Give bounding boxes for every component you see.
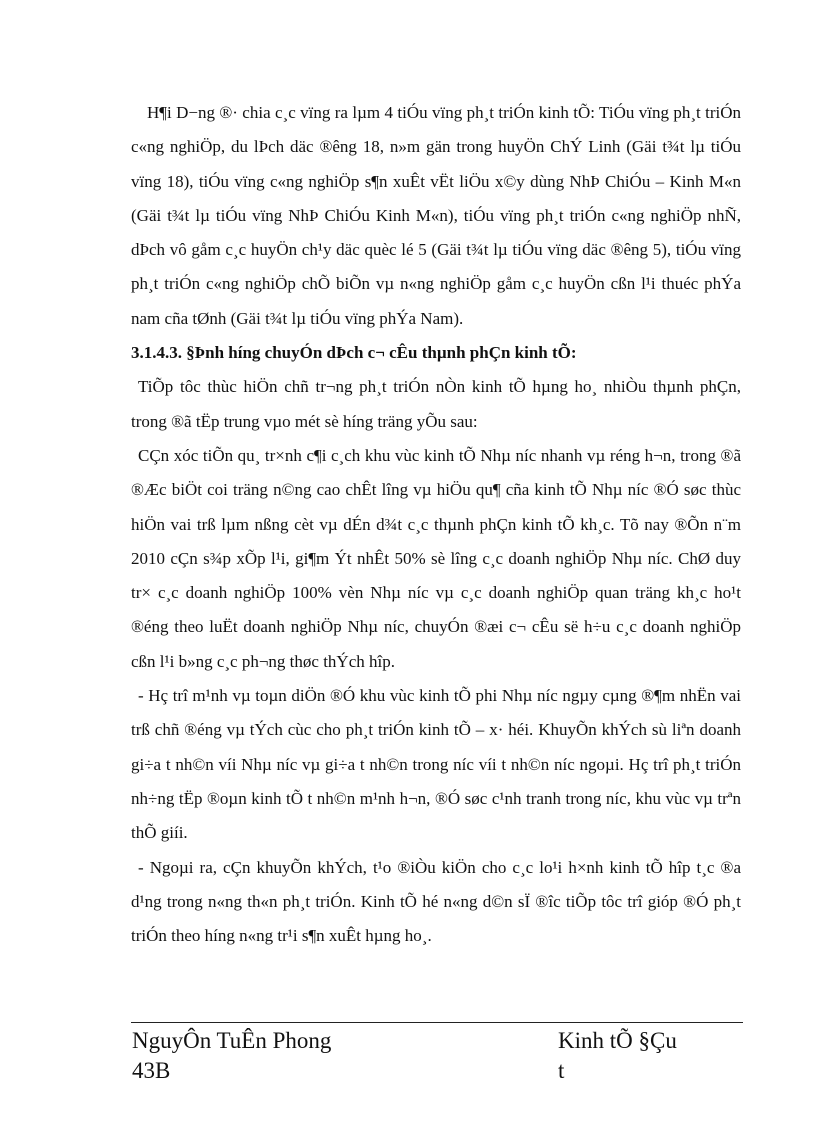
paragraph-state-sector: CÇn xóc tiÕn qu¸ tr×nh c¶i c¸ch khu vùc kinh tÕ Nhµ níc nhanh vµ réng h¬n, trong ®ã ®Æc biÖt coi träng n©ng cao chÊt lîng vµ hiÖu qu¶ cña kinh tÕ Nhµ níc ®Ó søc thùc hiÖn vai trß lµm nßng cèt vµ dÉn d¾t c¸c thµnh phÇn kinh tÕ kh¸c. Tõ nay ®Õn n¨m 2010 cÇn s¾p xÕp l¹i, gi¶m Ýt nhÊt 50% sè lîng c¸c doanh nghiÖp Nhµ níc. ChØ duy tr× c¸c doanh nghiÖp 100% vèn Nhµ níc vµ c¸c doanh nghiÖp quan träng kh¸c ho¹t ®éng theo luËt doanh nghiÖp Nhµ níc, chuyÓn ®æi c¬ cÊu së h÷u c¸c doanh nghiÖp cßn l¹i b»ng c¸c ph¬ng thøc thÝch hîp.	[131, 445, 741, 671]
paragraph-cooperatives: - Ngoµi ra, cÇn khuyÕn khÝch, t¹o ®iÒu kiÖn cho c¸c lo¹i h×nh kinh tÕ hîp t¸c ®a d¹ng trong n«ng th«n ph¸t triÓn. Kinh tÕ hé n«ng d©n sÏ ®îc tiÕp tôc trî gióp ®Ó ph¸t triÓn theo híng n«ng tr¹i s¶n xuÊt hµng ho¸.	[131, 857, 741, 946]
footer-department: Kinh tÕ §Çu t	[558, 1028, 677, 1083]
section-heading: 3.1.4.3. §Þnh híng chuyÓn dÞch c¬ cÊu thµnh phÇn kinh tÕ:	[131, 343, 577, 363]
footer-divider	[131, 1022, 743, 1023]
paragraph-private-sector: - Hç trî m¹nh vµ toµn diÖn ®Ó khu vùc kinh tÕ phi Nhµ níc ngµy cµng ®¶m nhËn vai trß chñ ®éng vµ tÝch cùc cho ph¸t triÓn kinh tÕ – x· héi. KhuyÕn khÝch sù liªn doanh gi÷a t nh©n víi Nhµ níc vµ gi÷a t nh©n trong níc víi t nh©n níc ngoµi. Hç trî ph¸t triÓn nh÷ng tËp ®oµn kinh tÕ t nh©n m¹nh h¬n, ®Ó søc c¹nh tranh trong níc, khu vùc vµ trªn thÕ giíi.	[131, 686, 741, 843]
paragraph-intro: TiÕp tôc thùc hiÖn chñ tr¬ng ph¸t triÓn nÒn kinh tÕ hµng ho¸ nhiÒu thµnh phÇn, trong ®ã tËp trung vµo mét sè híng träng yÕu sau:	[131, 377, 741, 431]
body-text	[131, 96, 741, 953]
footer-author-block	[132, 1026, 331, 1086]
footer-class-code: 43B	[132, 1058, 171, 1083]
paragraph-regions: H¶i D−ng ®· chia c¸c vïng ra lµm 4 tiÓu vïng ph¸t triÓn kinh tÕ: TiÓu vïng ph¸t triÓn c«ng nghiÖp, du lÞch däc ®êng 18, n»m gän trong huyÖn ChÝ Linh (Gäi t¾t lµ tiÓu vïng 18), tiÓu vïng c«ng nghiÖp s¶n xuÊt vËt liÖu x©y dùng NhÞ ChiÓu – Kinh M«n (Gäi t¾t lµ tiÓu vïng NhÞ ChiÓu Kinh M«n), tiÓu vïng ph¸t triÓn c«ng nghiÖp nhÑ, dÞch vô gåm c¸c huyÖn ch¹y däc quèc lé 5 (Gäi t¾t lµ tiÓu vïng däc ®êng 5), tiÓu vïng ph¸t triÓn c«ng nghiÖp chÕ biÕn vµ n«ng nghiÖp gåm c¸c huyÖn cßn l¹i thuéc phÝa nam cña tØnh (Gäi t¾t lµ tiÓu vïng phÝa Nam).	[131, 103, 741, 328]
footer-author: NguyÔn TuÊn Phong	[132, 1028, 332, 1053]
